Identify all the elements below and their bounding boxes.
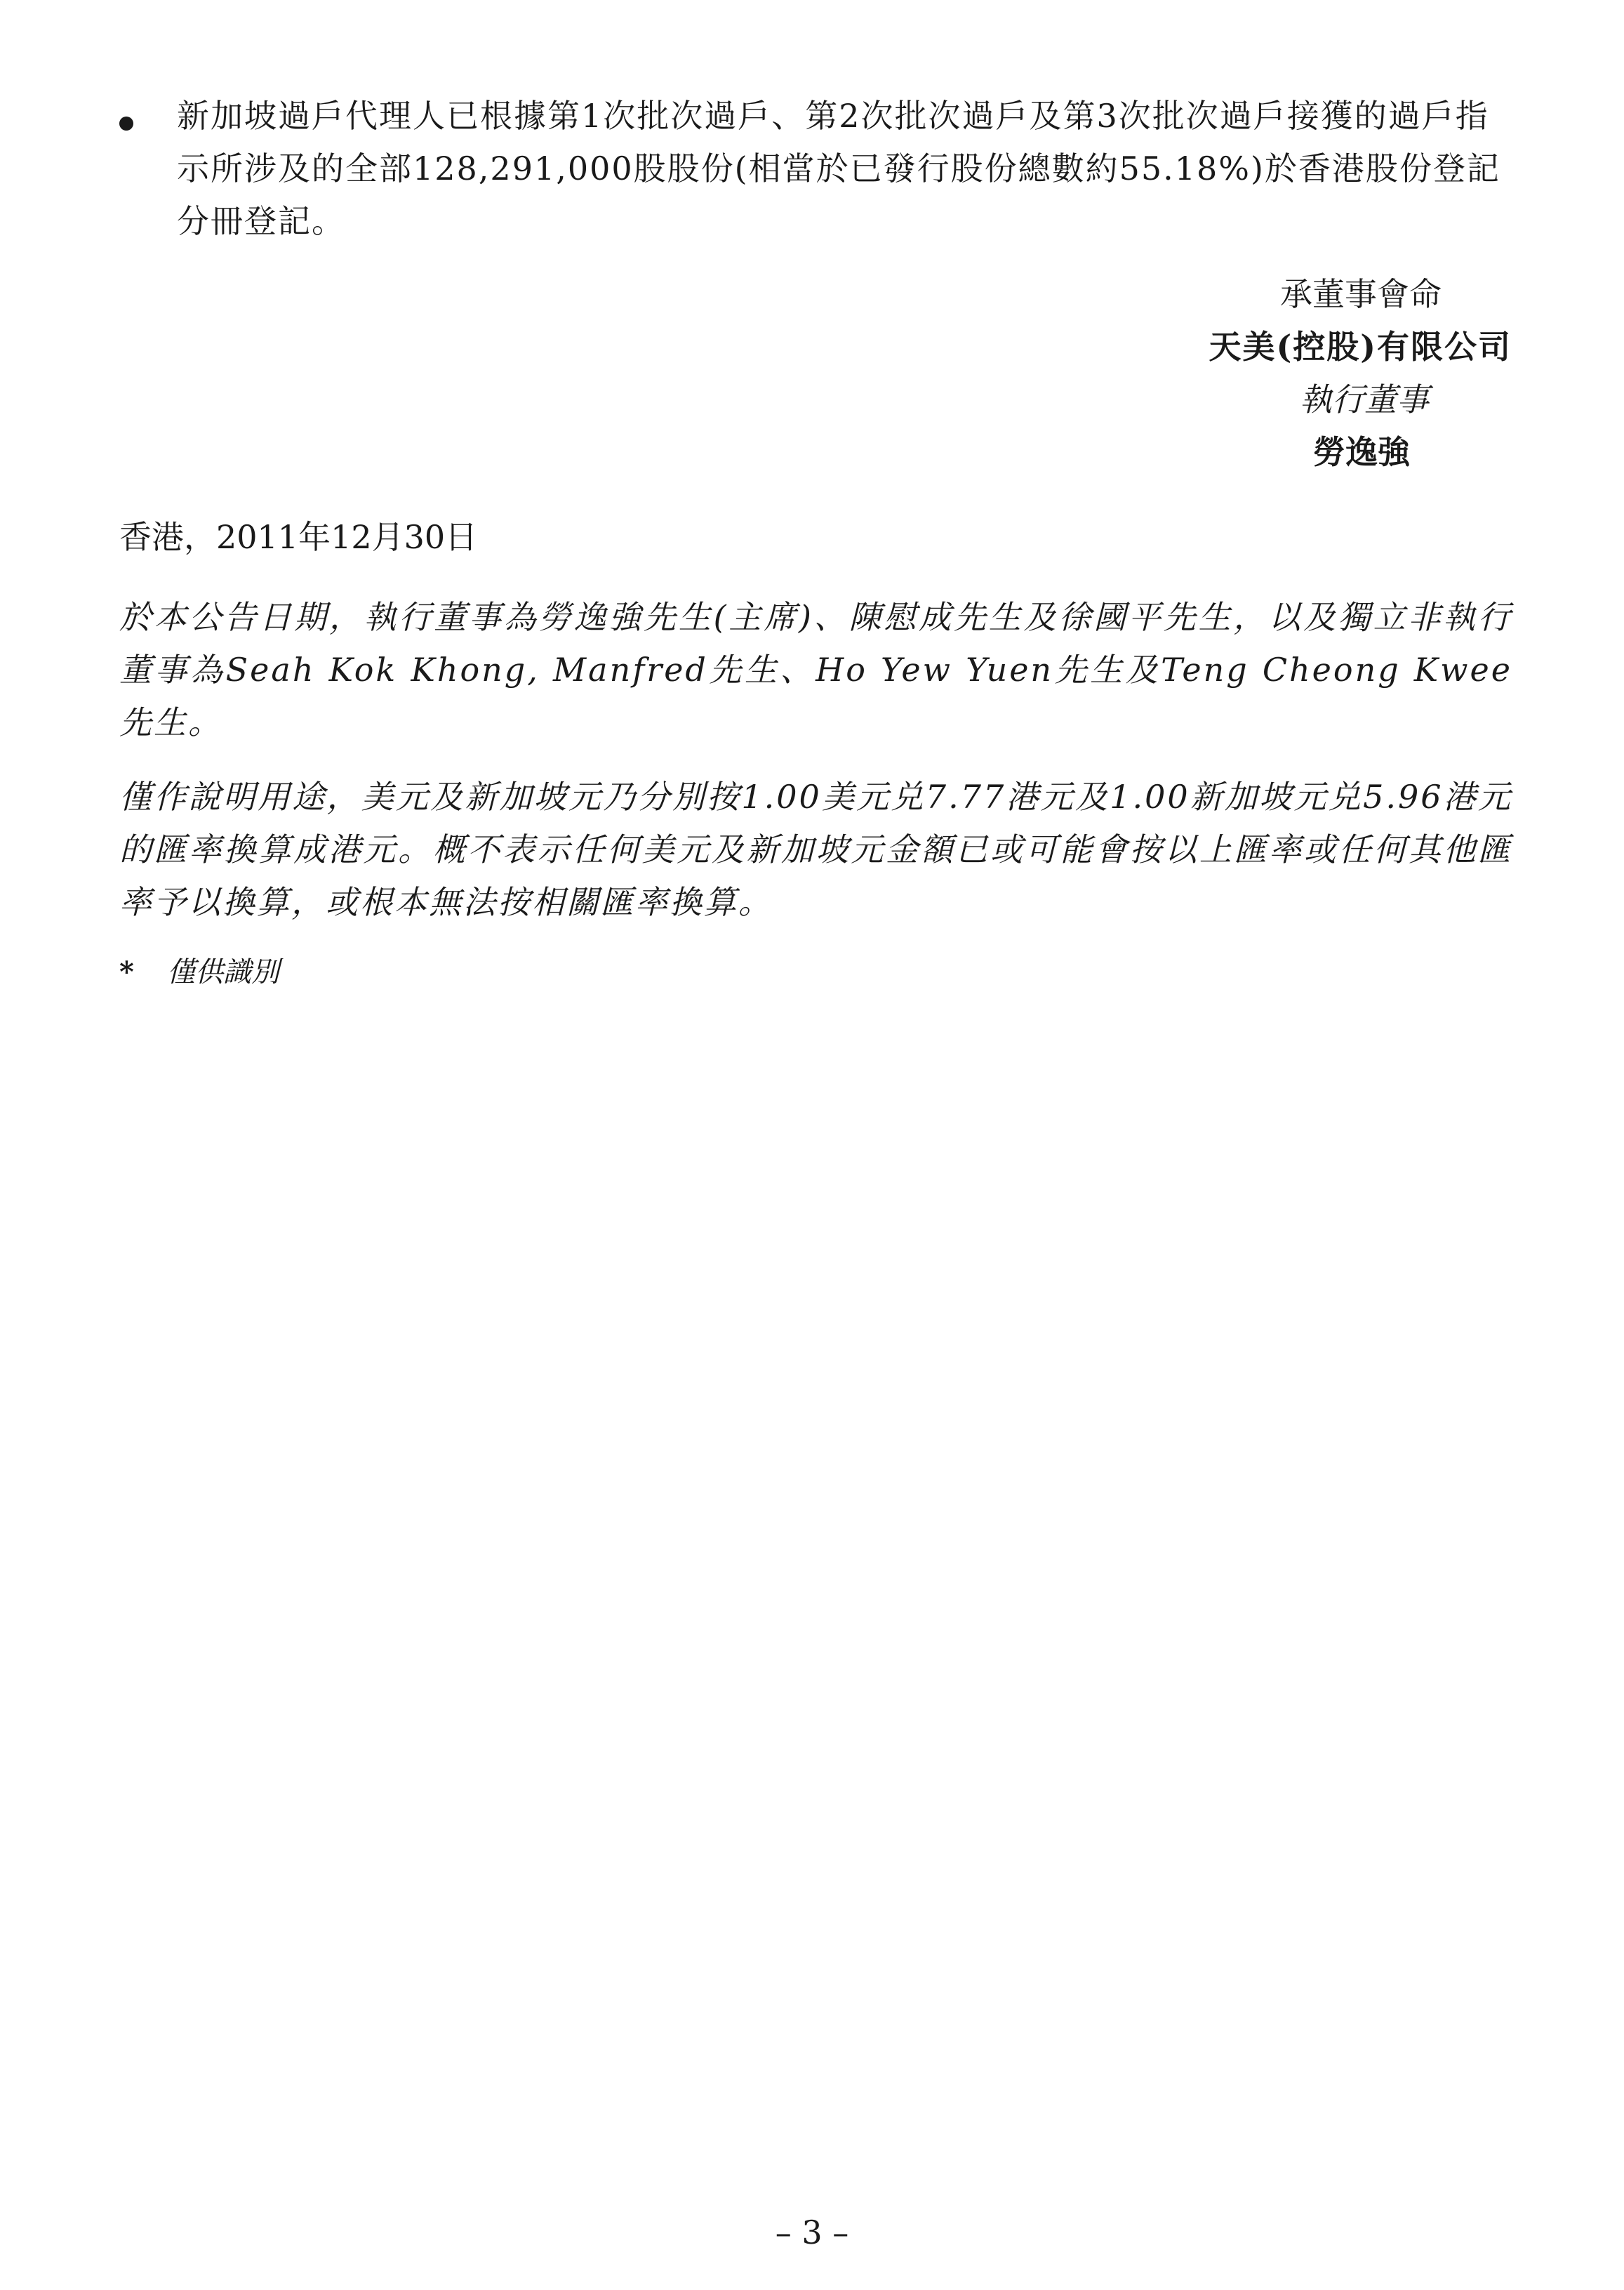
footnote-text: 僅供識別	[167, 956, 279, 988]
directors-paragraph: 於本公告日期，執行董事為勞逸強先生(主席)、陳慰成先生及徐國平先生，以及獨立非執行董事為Seah Kok Khong, Manfred先生、Ho Yew Yuen先生及Teng Cheong Kwee先生。	[119, 598, 1512, 741]
exchange-rate-paragraph: 僅作說明用途，美元及新加坡元乃分別按1.00美元兑7.77港元及1.00新加坡元兑5.96港元的匯率換算成港元。概不表示任何美元及新加坡元金額已或可能會按以上匯率或任何其他匯率予以換算，或根本無法按相關匯率換算。	[119, 778, 1512, 921]
date-line: 香港，2011年12月30日	[119, 518, 478, 556]
footnote	[119, 951, 279, 993]
signature-name: 勞逸強	[1313, 433, 1410, 471]
signature-title: 執行董事	[1300, 380, 1429, 418]
bullet-dot-icon	[119, 117, 133, 131]
footnote-mark: *	[119, 955, 134, 988]
page-number: – 3 –	[775, 2213, 849, 2251]
bullet-item	[119, 90, 1509, 248]
bullet-text: 新加坡過戶代理人已根據第1次批次過戶、第2次批次過戶及第3次批次過戶接獲的過戶指示所涉及的全部128,291,000股股份(相當於已發行股份總數約55.18%)於香港股份登記分冊登記。	[177, 97, 1500, 240]
signature-company: 天美(控股)有限公司	[1209, 328, 1512, 366]
signature-block	[1209, 268, 1512, 479]
signature-by-order: 承董事會命	[1280, 275, 1442, 313]
